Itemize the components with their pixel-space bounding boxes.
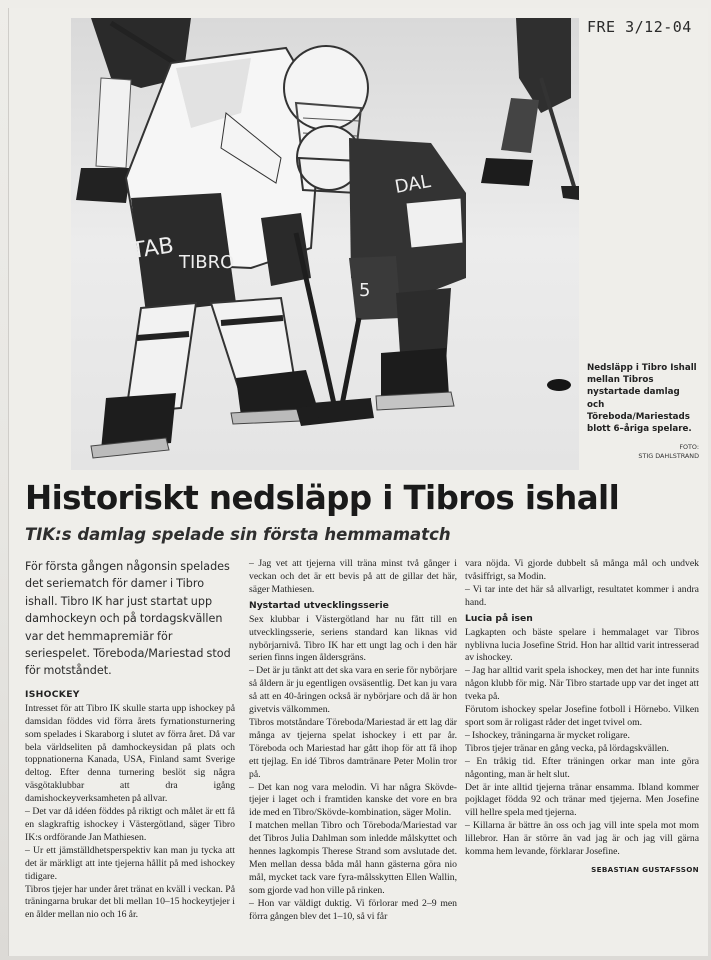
photo-credit [587, 443, 699, 461]
lead-paragraph: För första gången någonsin spelades det seriematch för damer i Tibro ishall. Tibro IK har just startat upp damhockeyn och på tordagskvällen var det hemmapremiär för seriespelet. Töreboda/Mariestad stod för motståndet. [25, 560, 231, 678]
body-paragraph: Lagkapten och bäste spelare i hemmalaget var Tibros nyblivna lucia Josefine Strid. Hon har alltid varit intresserad av ishockey. [465, 626, 699, 664]
byline: SEBASTIAN GUSTAFSSON [591, 864, 699, 874]
subheadline: TIK:s damlag spelade sin första hemmamatch [25, 525, 451, 544]
article-column-3 [465, 558, 699, 874]
article-column-1 [25, 558, 235, 922]
body-paragraph: Det är inte alltid tjejerna tränar ensamma. Ibland kommer pojklaget födda 92 och tränar med tjejerna. Men Josefine vill hellre spela med tjejerna. [465, 781, 699, 819]
body-paragraph: Förutom ishockey spelar Josefine fotboll i Hörnebo. Vilken sport som är roligast råder det inget tvivel om. [465, 704, 699, 728]
body-paragraph: – Ur ett jämställdhetsperspektiv kan man ju tycka att det är märkligt att inte tjejerna hållit på med ishockey tidigare. [25, 844, 235, 882]
article-column-2 [249, 558, 457, 923]
jersey-right-number: 5 [359, 280, 371, 301]
body-paragraph: – En tråkig tid. Efter träningen orkar man inte göra någonting, man är helt slut. [465, 755, 699, 780]
jersey-right-text: DAL [393, 171, 433, 198]
photo-credit-label: FOTO: [679, 443, 699, 451]
body-paragraph: vara nöjda. Vi gjorde dubbelt så många mål och undvek tvåsiffrigt, sa Modin. [465, 558, 699, 582]
photo-credit-name: STIG DAHLSTRAND [638, 452, 699, 460]
body-paragraph: – Jag har alltid varit spela ishockey, men det har inte funnits någon klubb för mig. När Tibro startade upp var det inget att tveka på. [465, 665, 699, 703]
body-paragraph: Tibros motståndare Töreboda/Mariestad är ett lag där många av tjejerna spelat ishockey i ett par år. Töreboda och Mariestad har gått ihop för att få ihop ett tjejlag. En idé Tibros damtränare Peter Molin tror på. [249, 716, 457, 780]
photo-illustration [71, 18, 579, 470]
body-paragraph: Tibros tjejer tränar en gång vecka, på lördagskvällen. [465, 742, 669, 754]
handwritten-date-note: FRE 3/12-04 [587, 18, 692, 36]
body-paragraph: – Hon var väldigt duktig. Vi förlorar med 2–9 men förra gången blev det 1–10, så vi får [249, 897, 457, 922]
body-paragraph: – Jag vet att tjejerna vill träna minst två gånger i veckan och det är ett bevis på att de gillar det här, säger Mathiesen. [249, 558, 457, 595]
puck [547, 379, 571, 391]
body-paragraph: Tibros tjejer har under året tränat en kväll i veckan. På träningarna brukar det bli mellan 10–15 hockeytjejer i en ålder mellan nio och 16 år. [25, 883, 235, 921]
jersey-left-text: TAB [130, 233, 176, 264]
section-heading-ishockey: ISHOCKEY [25, 688, 80, 700]
body-paragraph: – Det är ju tänkt att det ska vara en serie för nybörjare så åldern är ju egentligen ovsäsentlig. Det kan ju vara så att en 40-åringen också är nybörjare och då är hon givetvis välkommen. [249, 665, 457, 716]
newspaper-clipping [8, 8, 708, 956]
photo-caption [587, 362, 699, 435]
hockey-faceoff-photo [71, 18, 579, 470]
body-paragraph: – Killarna är bättre än oss och jag vill inte spela mot mom lillebror. Han är större än vad jag är och jag vill gärna komma hem levande, förklarar Josefine. [465, 820, 699, 858]
headline: Historiskt nedsläpp i Tibros ishall [25, 479, 620, 517]
body-paragraph: I matchen mellan Tibro och Töreboda/Mariestad var det Tibros Julia Dahlman som inledde målskyttet och hennes lagkompis Therese Strand som avslutade det. Men mellan dessa båda mål hann gästerna göra nio mål, mycket tack vare fyra-målsskytten Ellen Wallin, som gjorde vad hon ville på rinken. [249, 820, 457, 896]
body-paragraph: Sex klubbar i Västergötland har nu fått till en utvecklingsserie, seriens standard kan liknas vid nybörjarnivå. Tibro IK har ett ungt lag och i den här serien finns ingen åldersgräns. [249, 613, 457, 664]
body-paragraph: Intresset för att Tibro IK skulle starta upp ishockey på damsidan föddes vid förra årets fyrnationsturnering som spelades i Skaraborg i slutet av förra året. Då var bela världseliten på damhockeysidan på plats och toppnationerna Kanada, USA, Finland samt Sverige deltog. Efter denna turnering beslöt sig några väsgötaklubbar att dra igång damishockeyverksamheten på allvar. [25, 702, 235, 805]
section-heading-lucia: Lucia på isen [465, 612, 533, 624]
jersey-left-text-2: TIBRO [179, 252, 235, 273]
body-paragraph: – Vi tar inte det här så allvarligt, resultatet kommer i andra hand. [465, 583, 699, 608]
body-paragraph: – Ishockey, träningarna är mycket roligare. [465, 729, 630, 741]
section-heading-utvecklingsserie: Nystartad utvecklingsserie [249, 599, 389, 611]
body-paragraph: – Det kan nog vara melodin. Vi har några Skövde-tjejer i laget och i framtiden kanske det vore en bra ide med en Tibro/Skövde-kombination, säger Molin. [249, 781, 457, 819]
caption-text: Nedsläpp i Tibro Ishall mellan Tibros nystartade damlag och Töreboda/Mariestads blott 6–åriga spelare. [587, 363, 697, 435]
body-paragraph: – Det var då idéen föddes på riktigt och målet är ett få en slagkraftig ishockey i Västergötland, säger Tibro IK:s ordförande Jan Mathiesen. [25, 806, 235, 843]
